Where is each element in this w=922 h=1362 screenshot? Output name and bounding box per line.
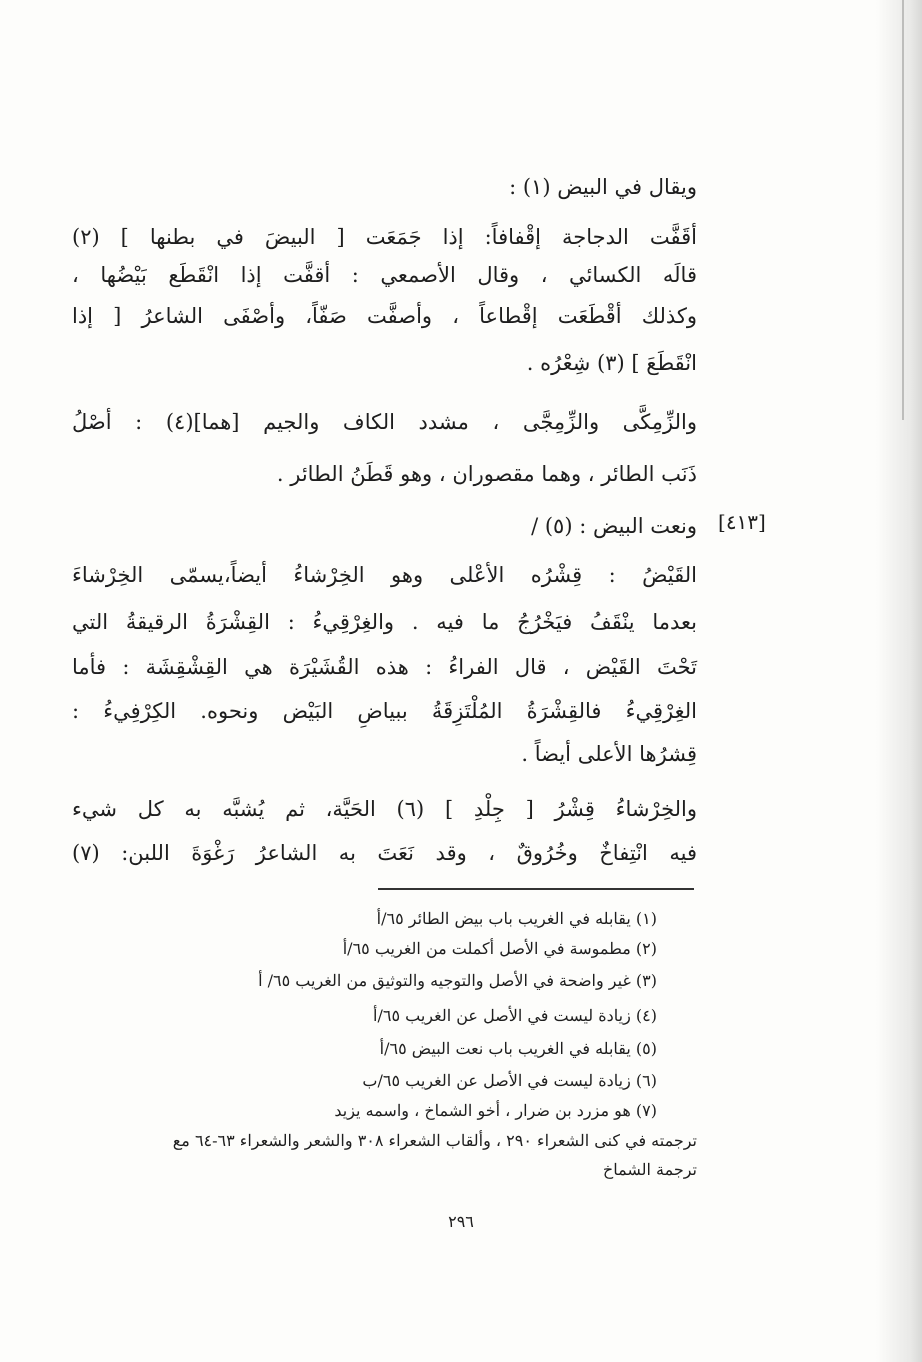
- text-line: والخِرْشاءُ قِشْرُ [ جِلْدِ ] (٦) الحَيَّة، ثم يُشبَّه به كل شيء: [72, 797, 697, 821]
- page-body: [72, 0, 697, 1362]
- page-number: ٢٩٦: [448, 1212, 474, 1231]
- margin-page-reference: [٤١٣]: [718, 510, 766, 534]
- text-line: والزِّمِكَّى والزِّمِجَّى ، مشدد الكاف والجيم [هما](٤) : أصْلُ: [72, 410, 697, 434]
- footnote: (٧) هو مزرد بن ضرار ، أخو الشماخ ، واسمه يزيد: [334, 1101, 657, 1120]
- scan-page-edge: [876, 0, 922, 1362]
- text-line: بعدما ينْقَفُ فيَخْرُجُ ما فيه . والغِرْقِيءُ : القِشْرَةُ الرقيقةُ التي: [72, 610, 697, 634]
- text-line: القَيْضُ : قِشْرُه الأعْلى وهو الخِرْشاءُ أيضاً،يسمّى الخِرْشاءَ: [72, 563, 697, 587]
- footnote-divider: [378, 888, 694, 890]
- footnote: (٦) زيادة ليست في الأصل عن الغريب ٦٥/ب: [362, 1071, 657, 1090]
- footnote: (١) يقابله في الغريب باب بيض الطائر ٦٥/أ: [376, 909, 657, 928]
- intro-line: ويقال في البيض (١) :: [509, 175, 697, 199]
- footnote: (٣) غير واضحة في الأصل والتوجيه والتوثيق من الغريب ٦٥/ أ: [258, 971, 657, 990]
- text-line: انْقَطَعَ ] (٣) شِعْرُه .: [526, 351, 697, 375]
- text-line: وكذلك أقْطَعَت إقْطاعاً ، وأصفَّت صَفّاً، وأصْفَى الشاعرُ [ إذا: [72, 304, 697, 328]
- footnote: (٢) مطموسة في الأصل أكملت من الغريب ٦٥/أ: [342, 939, 657, 958]
- text-line: ذَنَب الطائر ، وهما مقصوران ، وهو قَطَنُ الطائر .: [276, 462, 697, 486]
- text-line: قالَه الكسائي ، وقال الأصمعي : أقفَّت إذا انْقَطَع بَيْضُها ،: [72, 263, 697, 287]
- footnote: (٥) يقابله في الغريب باب نعت البيض ٦٥/أ: [379, 1039, 657, 1058]
- footnote-continuation: ترجمته في كنى الشعراء ٢٩٠ ، وألقاب الشعراء ٣٠٨ والشعر والشعراء ٦٣-٦٤ مع: [172, 1131, 697, 1150]
- text-line: قِشرُها الأعلى أيضاً .: [521, 742, 697, 766]
- text-line: الغِرْقِيءُ فالقِشْرَةُ المُلْتَزِقَةُ ببياضِ البَيْض ونحوه. الكِرْفِيءُ :: [72, 699, 697, 723]
- text-line: فيه انْتِفاخٌ وخُرُوقٌ ، وقد نَعَتَ به الشاعرُ رَغْوَةَ اللبن: (٧): [72, 841, 697, 865]
- section-heading: ونعت البيض : (٥) /: [531, 514, 697, 538]
- text-line: تَحْتَ القَيْض ، قال الفراءُ : هذه القُشَيْرَة هي القِشْقِشَة : فأما: [72, 655, 697, 679]
- footnote-continuation: ترجمة الشماخ: [602, 1160, 697, 1179]
- text-line: أقَفَّت الدجاجة إقْفافاً: إذا جَمَعَت [ البيضَ في بطنها ] (٢): [72, 225, 697, 249]
- footnote: (٤) زيادة ليست في الأصل عن الغريب ٦٥/أ: [373, 1006, 657, 1025]
